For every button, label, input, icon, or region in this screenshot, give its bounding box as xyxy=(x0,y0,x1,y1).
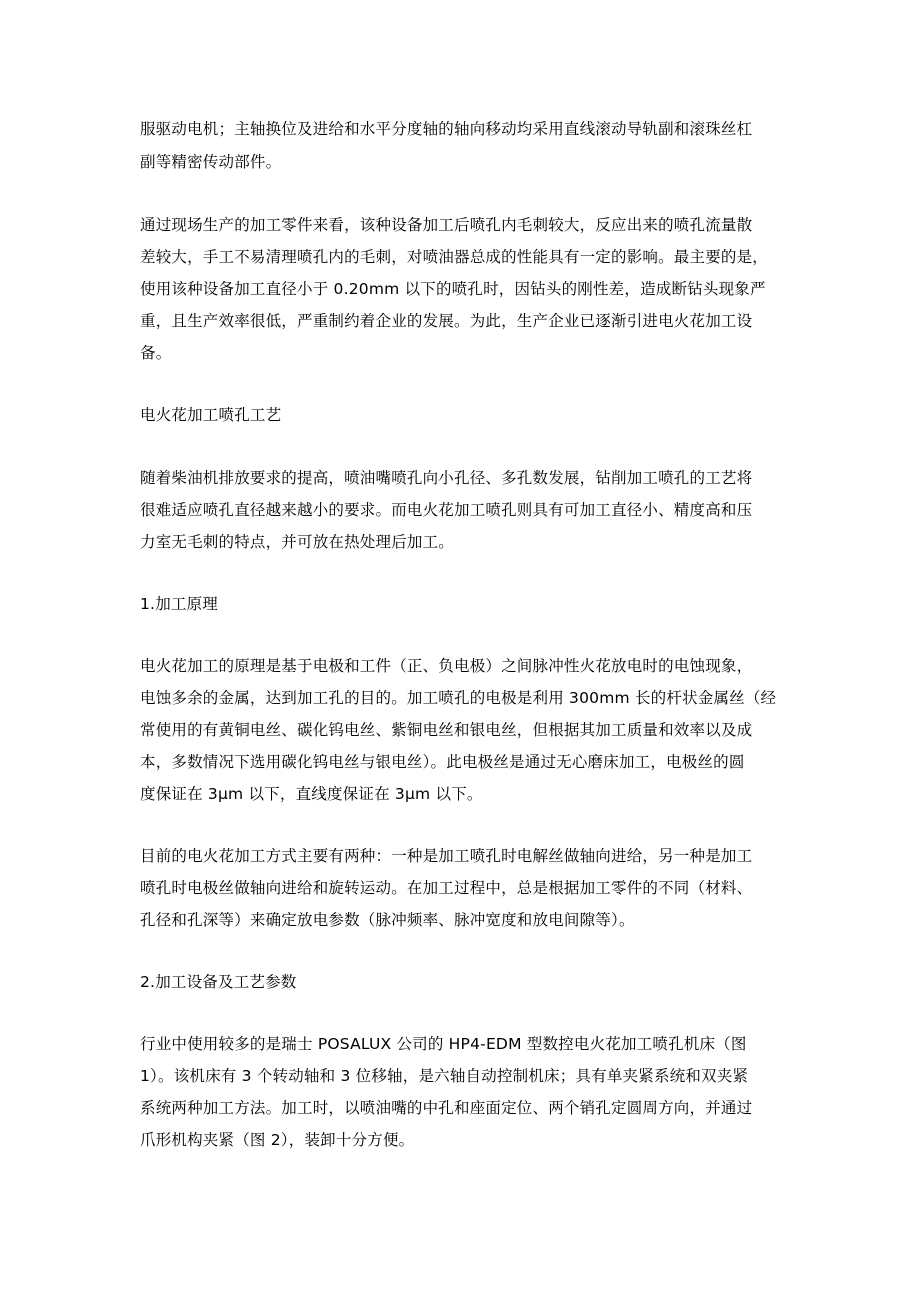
paragraph-6-line-2: 1）。该机床有 3 个转动轴和 3 位移轴，是六轴自动控制机床；具有单夹紧系统和双夹紧 xyxy=(140,1067,749,1085)
paragraph-1-line-2: 副等精密传动部件。 xyxy=(140,153,282,171)
paragraph-6-line-4: 爪形机构夹紧（图 2），装卸十分方便。 xyxy=(140,1131,415,1149)
paragraph-3-line-1: 随着柴油机排放要求的提高，喷油嘴喷孔向小孔径、多孔数发展，钻削加工喷孔的工艺将 xyxy=(140,469,753,487)
section-heading-edm-process: 电火花加工喷孔工艺 xyxy=(140,406,282,424)
paragraph-4-line-1: 电火花加工的原理是基于电极和工件（正、负电极）之间脉冲性火花放电时的电蚀现象， xyxy=(140,657,753,675)
paragraph-2-line-5: 备。 xyxy=(140,344,172,362)
paragraph-2-line-3: 使用该种设备加工直径小于 0.20mm 以下的喷孔时，因钻头的刚性差，造成断钻头现象严 xyxy=(140,280,766,298)
section-heading-equipment: 2.加工设备及工艺参数 xyxy=(140,973,297,991)
paragraph-1-line-1: 服驱动电机；主轴换位及进给和水平分度轴的轴向移动均采用直线滚动导轨副和滚珠丝杠 xyxy=(140,120,753,138)
paragraph-5-line-1: 目前的电火花加工方式主要有两种：一种是加工喷孔时电解丝做轴向进给，另一种是加工 xyxy=(140,847,753,865)
paragraph-6-line-3: 系统两种加工方法。加工时，以喷油嘴的中孔和座面定位、两个销孔定圆周方向，并通过 xyxy=(140,1099,753,1117)
paragraph-4-line-3: 常使用的有黄铜电丝、碳化钨电丝、紫铜电丝和银电丝，但根据其加工质量和效率以及成 xyxy=(140,721,753,739)
paragraph-2-line-1: 通过现场生产的加工零件来看，该种设备加工后喷孔内毛刺较大，反应出来的喷孔流量散 xyxy=(140,216,753,234)
paragraph-6-line-1: 行业中使用较多的是瑞士 POSALUX 公司的 HP4-EDM 型数控电火花加工喷孔机床（图 xyxy=(140,1035,747,1053)
paragraph-2-line-2: 差较大，手工不易清理喷孔内的毛刺，对喷油器总成的性能具有一定的影响。最主要的是， xyxy=(140,248,769,266)
paragraph-4-line-5: 度保证在 3μm 以下，直线度保证在 3μm 以下。 xyxy=(140,785,483,803)
paragraph-3-line-3: 力室无毛刺的特点，并可放在热处理后加工。 xyxy=(140,533,455,551)
section-heading-principle: 1.加工原理 xyxy=(140,595,218,613)
paragraph-4-line-4: 本，多数情况下选用碳化钨电丝与银电丝）。此电极丝是通过无心磨床加工，电极丝的圆 xyxy=(140,753,745,771)
paragraph-4-line-2: 电蚀多余的金属，达到加工孔的目的。加工喷孔的电极是利用 300mm 长的杆状金属丝（经 xyxy=(140,689,777,707)
paragraph-5-line-3: 孔径和孔深等）来确定放电参数（脉冲频率、脉冲宽度和放电间隙等）。 xyxy=(140,911,635,929)
paragraph-5-line-2: 喷孔时电极丝做轴向进给和旋转运动。在加工过程中，总是根据加工零件的不同（材料、 xyxy=(140,879,753,897)
paragraph-2-line-4: 重，且生产效率很低，严重制约着企业的发展。为此，生产企业已逐渐引进电火花加工设 xyxy=(140,312,753,330)
paragraph-3-line-2: 很难适应喷孔直径越来越小的要求。而电火花加工喷孔则具有可加工直径小、精度高和压 xyxy=(140,501,753,519)
